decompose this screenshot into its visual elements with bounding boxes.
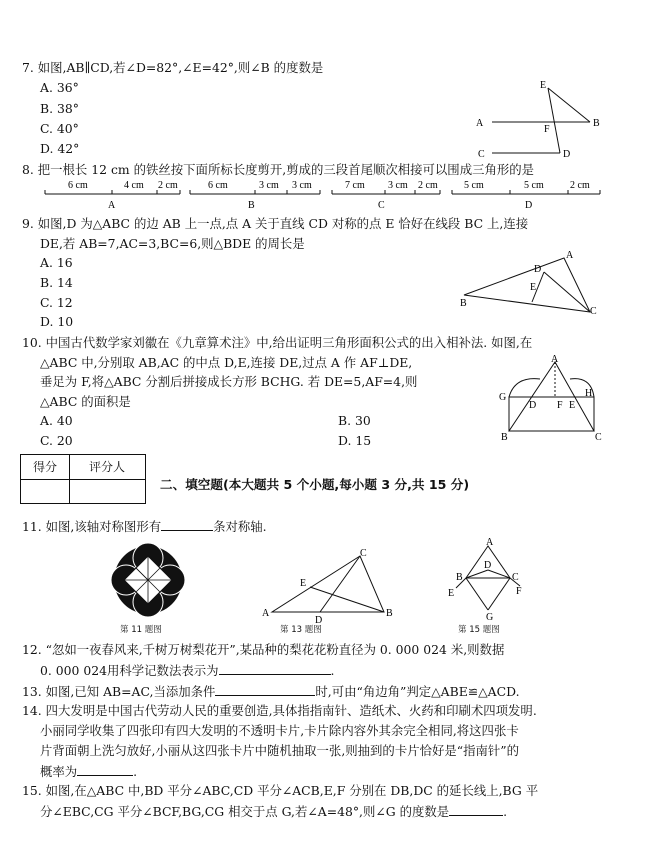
q10-option-d: D. 15	[338, 433, 372, 448]
q13-answer-blank[interactable]	[215, 683, 315, 696]
fig13-figure	[260, 548, 395, 626]
fig13-label-a: A	[262, 608, 270, 619]
fig11-caption: 第 11 题图	[120, 625, 162, 635]
q9-option-d: D. 10	[40, 314, 74, 329]
q10-label-d: D	[529, 400, 537, 411]
q11-answer-blank[interactable]	[161, 518, 213, 531]
fig15-label-g: G	[486, 612, 494, 623]
q8-c-seg1: 7 cm	[345, 180, 365, 191]
q12-answer-blank[interactable]	[219, 662, 331, 675]
q13-line	[22, 683, 520, 700]
q9-label-c: C	[590, 306, 597, 317]
q9-stem-line2: DE,若 AB=7,AC=3,BC=6,则△BDE 的周长是	[40, 236, 305, 251]
fig15-label-d: D	[484, 560, 492, 571]
q9-option-a: A. 16	[40, 255, 73, 270]
q8-a-seg3: 2 cm	[158, 180, 178, 191]
fig15-label-a: A	[486, 537, 494, 548]
q7-option-d: D. 42°	[40, 141, 80, 156]
q7-label-f: F	[544, 124, 550, 135]
q8-b-seg3: 3 cm	[292, 180, 312, 191]
q8-c-seg3: 2 cm	[418, 180, 438, 191]
q8-c-seg2: 3 cm	[388, 180, 408, 191]
q8-c-letter: C	[378, 200, 385, 211]
q7-label-e: E	[540, 80, 547, 91]
q15-line1: 15. 如图,在△ABC 中,BD 平分∠ABC,CD 平分∠ACB,E,F 分别在 DB,DC 的延长线上,BG 平	[22, 783, 539, 798]
q10-label-c: C	[595, 432, 602, 443]
q14-line3: 片背面朝上洗匀放好,小丽从这四张卡片中随机抽取一张,则抽到的卡片恰好是“指南针”的	[40, 743, 519, 758]
q8-option-b	[190, 180, 320, 211]
q14-line4: 概率为	[40, 764, 78, 779]
q12-line2-wrap: 0. 000 024用科学记数法表示为 .	[40, 663, 335, 678]
q8-option-d	[452, 180, 600, 211]
q14-answer-blank[interactable]	[77, 763, 133, 776]
q10-label-b: B	[501, 432, 508, 443]
q10-label-h: H	[585, 388, 593, 399]
q10-stem-line4: △ABC 的面积是	[40, 394, 131, 409]
q8-a-seg2: 4 cm	[124, 180, 144, 191]
q10-option-a: A. 40	[40, 413, 73, 428]
q7-label-b: B	[593, 118, 600, 129]
q8-a-letter: A	[108, 200, 116, 211]
q8-d-letter: D	[525, 200, 533, 211]
q14-line4-wrap: 概率为 .	[40, 764, 138, 779]
fig15-label-f: F	[516, 586, 522, 597]
q7-option-a: A. 36°	[40, 80, 79, 95]
q9-label-b: B	[460, 298, 467, 309]
q10-label-g: G	[499, 392, 507, 403]
fig13-label-c: C	[360, 548, 367, 559]
q7-stem: 7. 如图,AB∥CD,若∠D=82°,∠E=42°,则∠B 的度数是	[22, 60, 324, 75]
q11-line	[22, 518, 267, 535]
q8-b-letter: B	[248, 200, 255, 211]
q8-figure	[40, 180, 610, 214]
section-heading: 二、填空题(本大题共 5 个小题,每小题 3 分,共 15 分)	[160, 477, 470, 492]
q12-line1: 12. “忽如一夜春风来,千树万树梨花开”,某品种的梨花花粉直径为 0. 000 024 米,则数据	[22, 642, 505, 657]
q10-stem-line2: △ABC 中,分别取 AB,AC 的中点 D,E,连接 DE,过点 A 作 AF⊥DE,	[40, 355, 413, 370]
q13-suffix: 时,可由“角边角”判定△ABE≌△ACD.	[315, 684, 520, 699]
q7-label-d: D	[563, 149, 571, 160]
q9-option-c: C. 12	[40, 295, 73, 310]
q9-option-b: B. 14	[40, 275, 73, 290]
fig15-label-b: B	[456, 572, 463, 583]
q10-option-c: C. 20	[40, 433, 73, 448]
q8-stem: 8. 把一根长 12 cm 的铁丝按下面所标长度剪开,剪成的三段首尾顺次相接可以围成三角形的是	[22, 162, 535, 177]
q9-figure	[460, 250, 610, 320]
q9-label-a: A	[566, 250, 574, 261]
q15-answer-blank[interactable]	[449, 803, 503, 816]
q11-suffix: 条对称轴.	[213, 519, 267, 534]
q10-label-a: A	[551, 354, 559, 365]
q7-label-c: C	[478, 149, 485, 160]
q8-b-seg2: 3 cm	[259, 180, 279, 191]
q8-option-c	[332, 180, 440, 211]
q12-line2: 0. 000 024用科学记数法表示为	[40, 663, 219, 678]
fig11-figure	[108, 540, 188, 620]
q10-figure	[495, 352, 610, 442]
q9-stem-line1: 9. 如图,D 为△ABC 的边 AB 上一点,点 A 关于直线 CD 对称的点 E 恰好在线段 BC 上,连接	[22, 216, 529, 231]
q7-option-b: B. 38°	[40, 101, 79, 116]
q10-stem-line3: 垂足为 F,将△ABC 分割后拼接成长方形 BCHG. 若 DE=5,AF=4,则	[40, 374, 418, 389]
q9-label-e: E	[530, 282, 537, 293]
q8-d-seg2: 5 cm	[524, 180, 544, 191]
q9-label-d: D	[534, 264, 542, 275]
q8-a-seg1: 6 cm	[68, 180, 88, 191]
q10-label-f: F	[557, 400, 563, 411]
q7-option-c: C. 40°	[40, 121, 79, 136]
q8-d-seg3: 2 cm	[570, 180, 590, 191]
fig13-caption: 第 13 题图	[280, 625, 322, 635]
q13-prefix: 13. 如图,已知 AB=AC,当添加条件	[22, 684, 216, 699]
q14-line1: 14. 四大发明是中国古代劳动人民的重要创造,具体指指南针、造纸术、火药和印刷术四项发明.	[22, 703, 537, 718]
q7-figure	[470, 78, 610, 163]
fig13-label-b: B	[386, 608, 393, 619]
score-header: 得分	[21, 455, 70, 480]
q10-label-e: E	[569, 400, 576, 411]
fig15-caption: 第 15 题图	[458, 625, 500, 635]
q15-line2-wrap: 分∠EBC,CG 平分∠BCF,BG,CG 相交于点 G,若∠A=48°,则∠G 的度数是 .	[40, 804, 508, 819]
fig15-label-e: E	[448, 588, 455, 599]
q10-stem-line1: 10. 中国古代数学家刘徽在《九章算术注》中,给出证明三角形面积公式的出入相补法. 如图,在	[22, 335, 533, 350]
q8-b-seg1: 6 cm	[208, 180, 228, 191]
q8-option-a	[45, 180, 180, 211]
score-table	[20, 454, 146, 504]
fig13-label-d: D	[315, 615, 323, 626]
fig15-figure	[440, 537, 522, 623]
q8-d-seg1: 5 cm	[464, 180, 484, 191]
q11-prefix: 11. 如图,该轴对称图形有	[22, 519, 162, 534]
q10-option-b: B. 30	[338, 413, 371, 428]
q14-line2: 小丽同学收集了四张印有四大发明的不透明卡片,卡片除内容外其余完全相同,将这四张卡	[40, 723, 519, 738]
fig13-label-e: E	[300, 578, 307, 589]
fig15-label-c: C	[512, 572, 519, 583]
q15-line2: 分∠EBC,CG 平分∠BCF,BG,CG 相交于点 G,若∠A=48°,则∠G 的度数是	[40, 804, 450, 819]
score-cell	[21, 479, 70, 503]
grader-header: 评分人	[69, 455, 145, 480]
q7-label-a: A	[476, 118, 484, 129]
